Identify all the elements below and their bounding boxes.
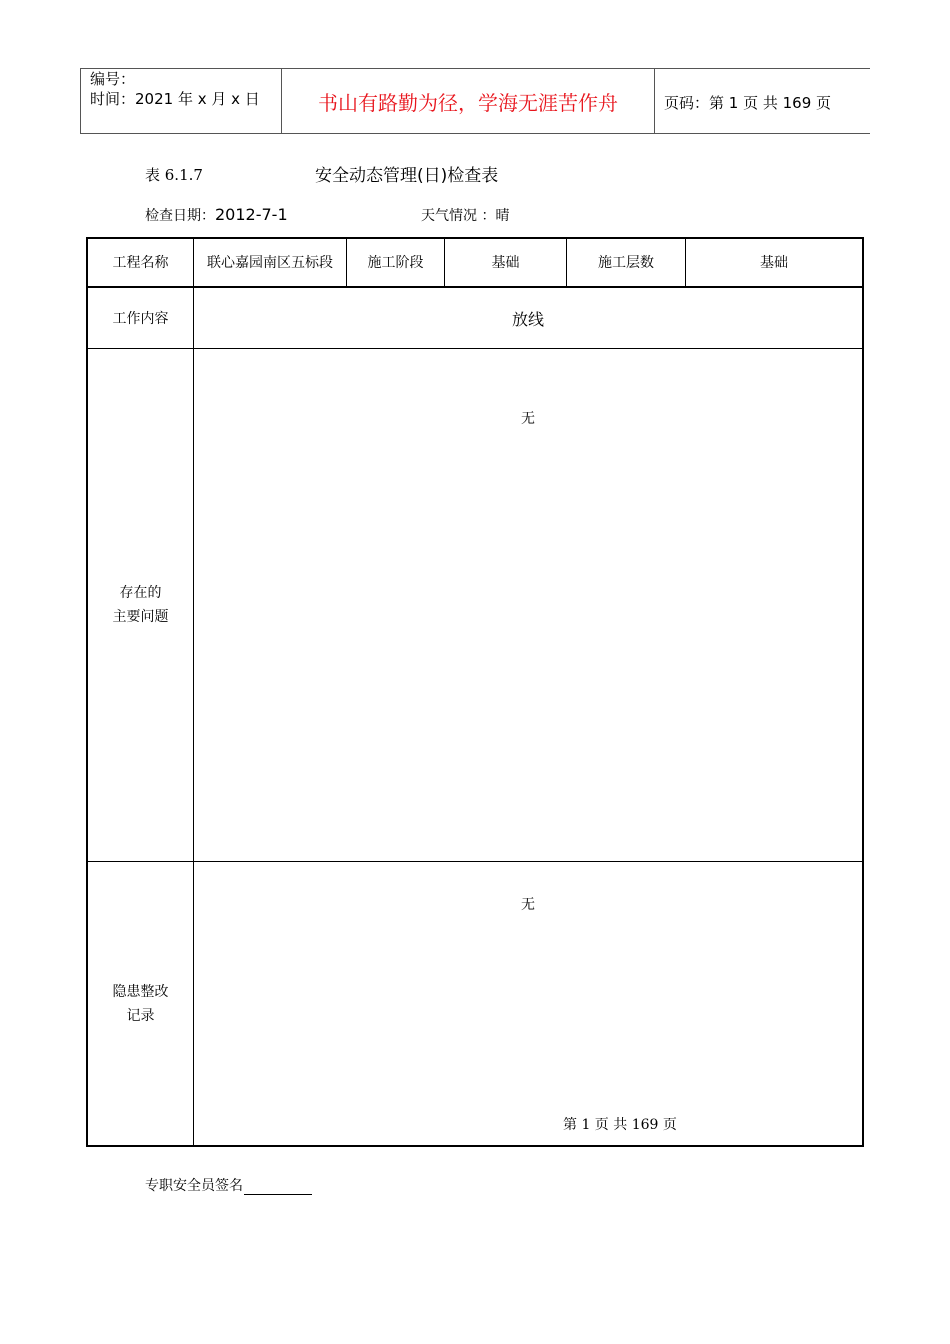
rectification-label-line1: 隐患整改 xyxy=(112,984,169,1000)
table-rule xyxy=(87,861,863,862)
floors-label: 施工层数 xyxy=(598,255,654,271)
header-motto: 书山有路勤为径，学海无涯苦作舟 xyxy=(318,90,618,115)
project-name-value: 联心嘉园南区五标段 xyxy=(207,255,333,271)
weather-label: 天气情况 ： xyxy=(421,208,496,224)
stage-value: 基础 xyxy=(491,255,520,271)
signature-label: 专职安全员签名 xyxy=(145,1178,243,1194)
work-content-value: 放线 xyxy=(511,309,544,329)
time-label: 时间：2021 年 x 月 x 日 xyxy=(90,90,260,108)
check-date-value: 2012-7-1 xyxy=(215,205,288,224)
serial-number-label: 编号： xyxy=(90,70,136,88)
weather xyxy=(421,205,509,225)
check-date-label: 检查日期： xyxy=(145,208,215,224)
signature-blank[interactable] xyxy=(244,1180,312,1195)
rectification-label-line2: 记录 xyxy=(126,1008,155,1024)
check-date xyxy=(145,205,288,225)
stage-label: 施工阶段 xyxy=(367,255,424,271)
rectification-label xyxy=(88,862,193,1146)
table-page-footer: 第 1 页 共 169 页 xyxy=(563,1117,677,1133)
header-page-code: 页码：第 1 页 共 169 页 xyxy=(664,94,832,112)
main-problems-label-line1: 存在的 xyxy=(119,585,162,601)
header-divider xyxy=(654,68,655,134)
table-rule xyxy=(87,348,863,349)
inspection-table xyxy=(86,237,864,1147)
rectification-value: 无 xyxy=(521,897,535,913)
form-title: 安全动态管理(日)检查表 xyxy=(315,166,499,186)
table-number: 表 6.1.7 xyxy=(145,166,203,184)
main-problems-label xyxy=(88,349,193,861)
table-rule xyxy=(193,238,194,1146)
safety-officer-signature xyxy=(145,1175,312,1195)
weather-value: 晴 xyxy=(495,208,510,224)
work-content-label: 工作内容 xyxy=(112,311,169,327)
main-problems-value: 无 xyxy=(521,411,535,427)
project-name-label: 工程名称 xyxy=(112,255,169,271)
main-problems-label-line2: 主要问题 xyxy=(112,609,169,625)
floors-value: 基础 xyxy=(760,255,788,271)
